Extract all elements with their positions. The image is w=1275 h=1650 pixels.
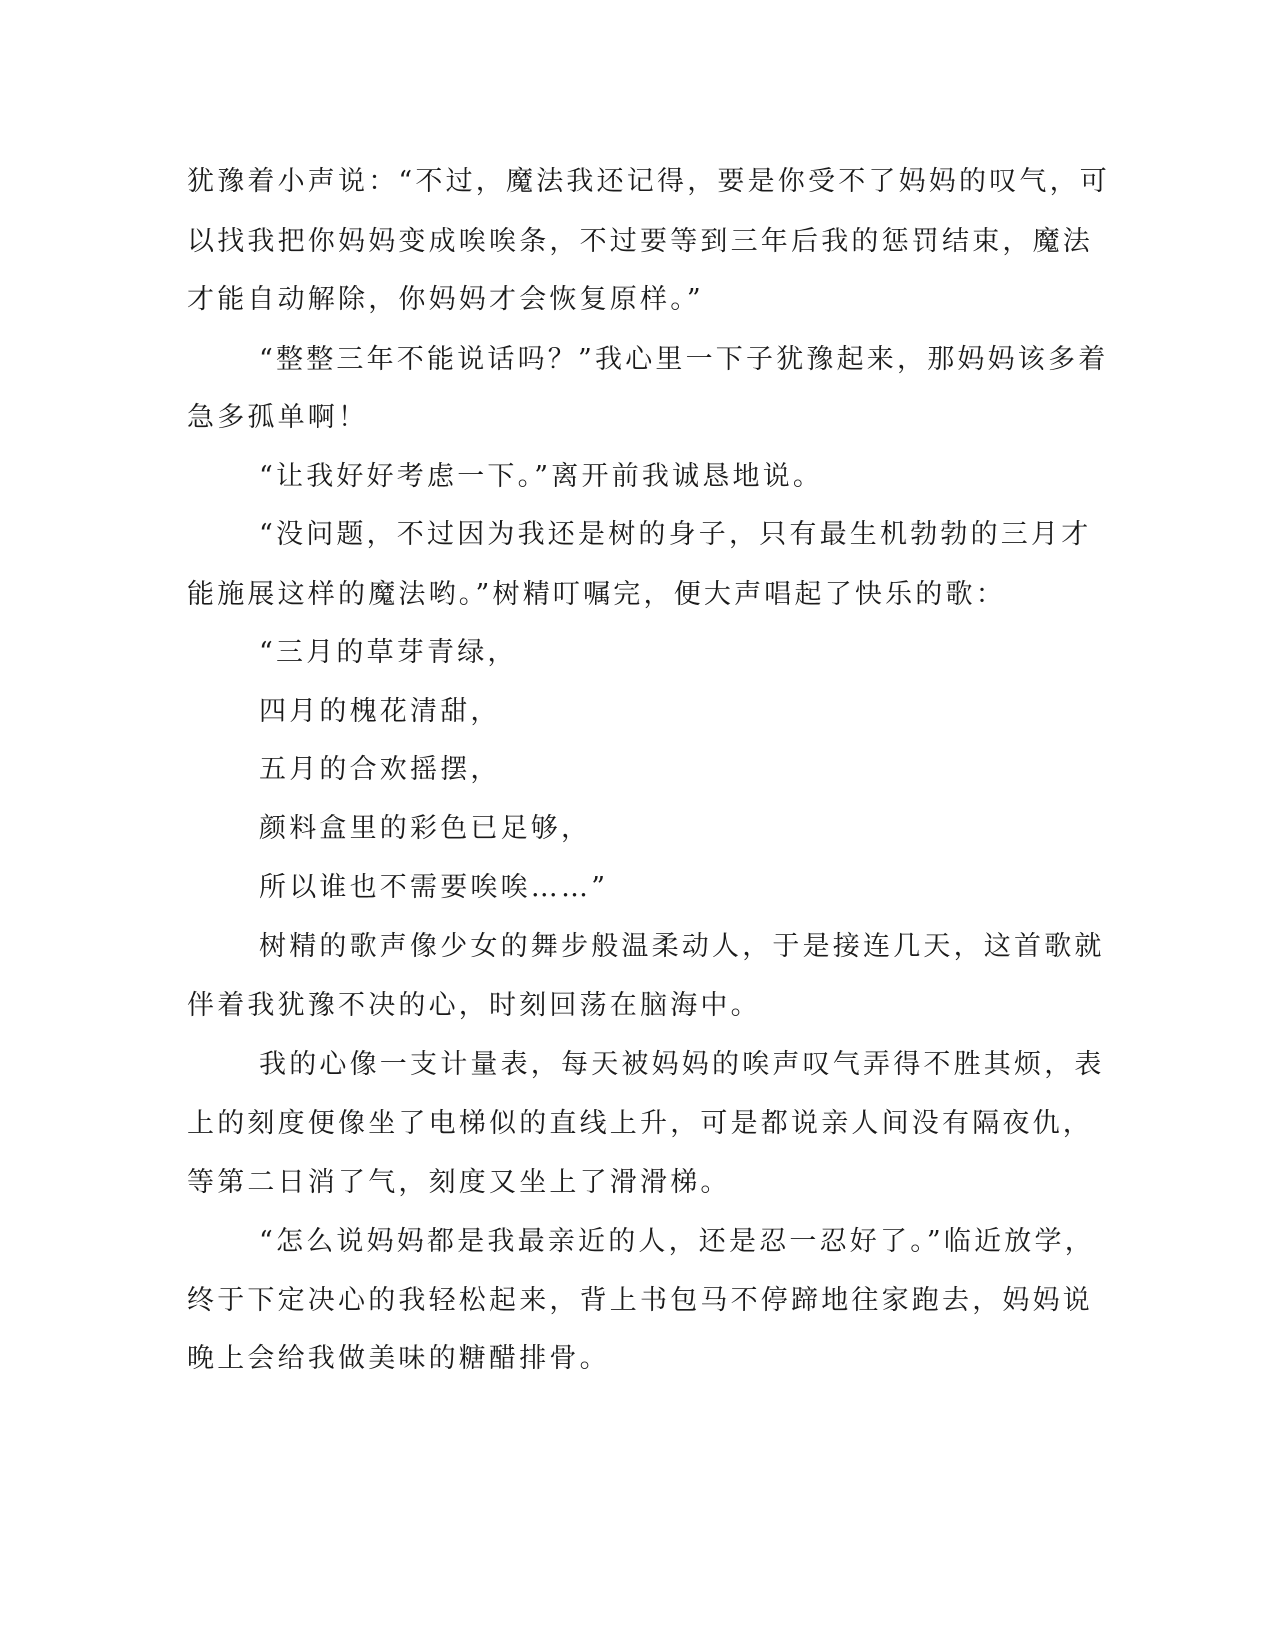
text-line: 以找我把你妈妈变成唉唉条，不过要等到三年后我的惩罚结束，魔法 bbox=[187, 226, 1093, 257]
poem-line: “三月的草芽青绿， bbox=[259, 637, 518, 668]
text-line: “整整三年不能说话吗？”我心里一下子犹豫起来，那妈妈该多着 bbox=[259, 344, 1109, 375]
text-line: “让我好好考虑一下。”离开前我诚恳地说。 bbox=[259, 461, 824, 492]
text-line: 我的心像一支计量表，每天被妈妈的唉声叹气弄得不胜其烦，表 bbox=[259, 1049, 1105, 1080]
poem-line: 所以谁也不需要唉唉……” bbox=[259, 872, 609, 903]
text-line: “没问题，不过因为我还是树的身子，只有最生机勃勃的三月才 bbox=[259, 519, 1092, 550]
poem-line: 五月的合欢摇摆， bbox=[259, 754, 501, 785]
text-line: 犹豫着小声说：“不过，魔法我还记得，要是你受不了妈妈的叹气，可 bbox=[187, 166, 1111, 197]
text-line: 伴着我犹豫不决的心，时刻回荡在脑海中。 bbox=[187, 990, 761, 1021]
text-line: 能施展这样的魔法哟。”树精叮嘱完，便大声唱起了快乐的歌： bbox=[187, 579, 1006, 610]
text-line: 树精的歌声像少女的舞步般温柔动人，于是接连几天，这首歌就 bbox=[259, 931, 1105, 962]
poem-line: 颜料盒里的彩色已足够， bbox=[259, 813, 592, 844]
text-line: 晚上会给我做美味的糖醋排骨。 bbox=[187, 1343, 610, 1374]
text-line: 等第二日消了气，刻度又坐上了滑滑梯。 bbox=[187, 1167, 731, 1198]
text-line: 急多孤单啊！ bbox=[187, 402, 369, 433]
text-line: 才能自动解除，你妈妈才会恢复原样。” bbox=[187, 284, 704, 315]
text-line: 终于下定决心的我轻松起来，背上书包马不停蹄地往家跑去，妈妈说 bbox=[187, 1285, 1093, 1316]
poem-line: 四月的槐花清甜， bbox=[259, 696, 501, 727]
text-line: “怎么说妈妈都是我最亲近的人，还是忍一忍好了。”临近放学， bbox=[259, 1226, 1095, 1257]
text-line: 上的刻度便像坐了电梯似的直线上升，可是都说亲人间没有隔夜仇， bbox=[187, 1108, 1093, 1139]
